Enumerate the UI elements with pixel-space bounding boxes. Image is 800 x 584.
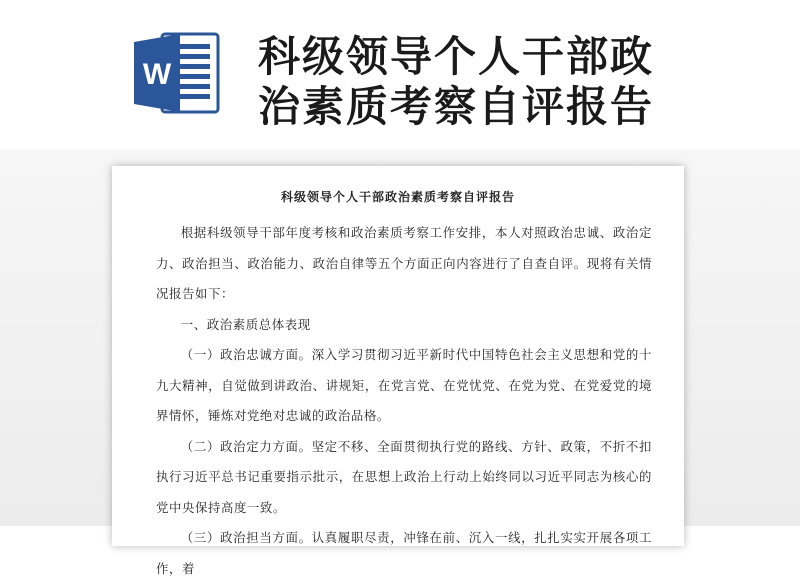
banner	[0, 0, 800, 150]
headline	[258, 32, 778, 132]
word-logo-letter: W	[142, 58, 172, 91]
document-page	[112, 166, 684, 576]
word-logo-icon	[132, 30, 222, 116]
paragraph-political-loyalty: （一）政治忠诚方面。深入学习贯彻习近平新时代中国特色社会主义思想和党的十九大精神，自觉做到讲政治、讲规矩，在党言党、在党忧党、在党为党、在党爱党的境界情怀，锤炼对党绝对忠诚的政治品格。	[156, 347, 652, 423]
paragraph-political-responsibility: （三）政治担当方面。认真履职尽责，冲锋在前、沉入一线，扎扎实实开展各项工作，着	[156, 530, 652, 576]
paragraph-political-steadiness: （二）政治定力方面。坚定不移、全面贯彻执行党的路线、方针、政策，不折不扣执行习近平总书记重要指示批示，在思想上政治上行动上始终同以习近平同志为核心的党中央保持高度一致。	[156, 438, 652, 515]
headline-line-2: 治素质考察自评报告	[258, 82, 655, 131]
headline-line-1: 科级领导个人干部政	[258, 32, 655, 81]
section-heading: 一、政治素质总体表现	[180, 316, 311, 332]
document-title: 科级领导个人干部政治素质考察自评报告	[280, 190, 515, 204]
document-body	[156, 218, 652, 584]
paragraph-intro: 根据科级领导干部年度考核和政治素质考察工作安排，本人对照政治忠诚、政治定力、政治担当、政治能力、政治自律等五个方面正向内容进行了自查自评。现将有关情况报告如下：	[156, 225, 652, 301]
